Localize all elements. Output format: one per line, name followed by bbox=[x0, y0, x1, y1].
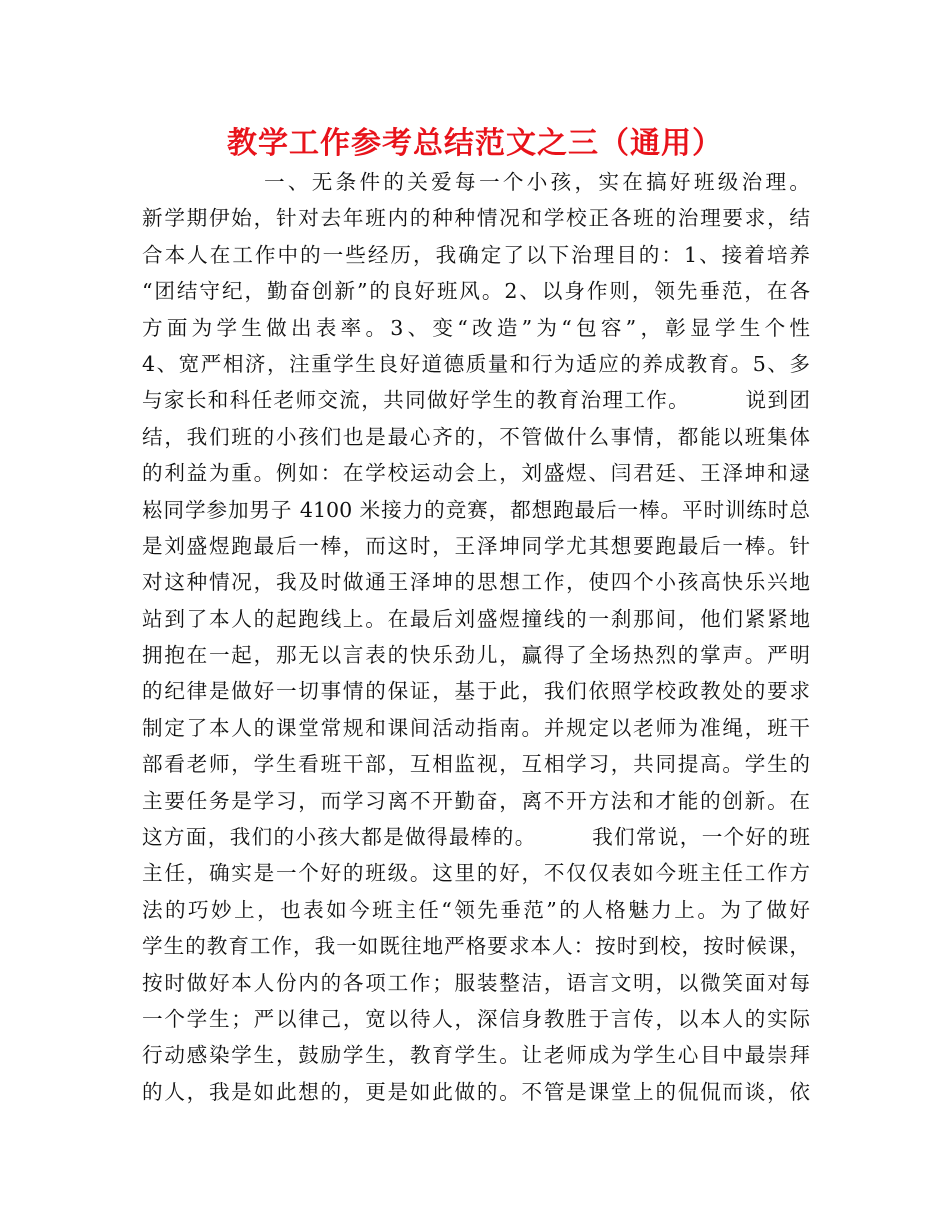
body-line: 部看老师，学生看班干部，互相监视，互相学习，共同提高。学生的 bbox=[142, 752, 810, 777]
body-line: 方面为学生做出表率。3、变“改造”为“包容”，彰显学生个性 bbox=[142, 315, 810, 340]
body-line: 主任，确实是一个好的班级。这里的好，不仅仅表如今班主任工作方 bbox=[142, 861, 810, 886]
body-line: 的纪律是做好一切事情的保证，基于此，我们依照学校政教处的要求 bbox=[142, 679, 810, 704]
body-line: 崧同学参加男子 4100 米接力的竞赛，都想跑最后一棒。平时训练时总 bbox=[142, 497, 810, 522]
body-line: 主要任务是学习，而学习离不开勤奋，离不开方法和才能的创新。在 bbox=[142, 788, 810, 813]
body-line: 按时做好本人份内的各项工作；服装整洁，语言文明，以微笑面对每 bbox=[142, 970, 810, 995]
body-line: 制定了本人的课堂常规和课间活动指南。并规定以老师为准绳，班干 bbox=[142, 715, 810, 740]
body-line: 合本人在工作中的一些经历，我确定了以下治理目的：1、接着培养 bbox=[142, 242, 810, 267]
body-line: 对这种情况，我及时做通王泽坤的思想工作，使四个小孩高快乐兴地 bbox=[142, 570, 810, 595]
body-line: 行动感染学生，鼓励学生，教育学生。让老师成为学生心目中最崇拜 bbox=[142, 1043, 810, 1068]
body-line: 法的巧妙上，也表如今班主任“领先垂范”的人格魅力上。为了做好 bbox=[142, 897, 810, 922]
body-line: 拥抱在一起，那无以言表的快乐劲儿，赢得了全场热烈的掌声。严明 bbox=[142, 643, 810, 668]
body-line: 的利益为重。例如：在学校运动会上，刘盛煜、闫君廷、王泽坤和逯 bbox=[142, 461, 810, 486]
document-title: 教学工作参考总结范文之三（通用） bbox=[227, 126, 723, 161]
body-line: 结，我们班的小孩们也是最心齐的，不管做什么事情，都能以班集体 bbox=[142, 424, 810, 449]
body-line: 一、无条件的关爱每一个小孩，实在搞好班级治理。 bbox=[264, 170, 810, 194]
body-line: 4、宽严相济，注重学生良好道德质量和行为适应的养成教育。5、多 bbox=[142, 351, 810, 376]
body-line: 是刘盛煜跑最后一棒，而这时，王泽坤同学尤其想要跑最后一棒。针 bbox=[142, 533, 810, 558]
body-line: 站到了本人的起跑线上。在最后刘盛煜撞线的一刹那间，他们紧紧地 bbox=[142, 606, 810, 631]
body-line: 一个学生；严以律己，宽以待人，深信身教胜于言传，以本人的实际 bbox=[142, 1006, 810, 1031]
body-line: 这方面，我们的小孩大都是做得最棒的。 我们常说，一个好的班 bbox=[142, 825, 810, 850]
body-line: “团结守纪，勤奋创新”的良好班风。2、以身作则，领先垂范，在各 bbox=[142, 279, 810, 304]
body-line: 学生的教育工作，我一如既往地严格要求本人：按时到校，按时候课， bbox=[142, 934, 810, 959]
document-body bbox=[142, 164, 810, 1110]
body-line: 的人，我是如此想的，更是如此做的。不管是课堂上的侃侃而谈，依 bbox=[142, 1079, 810, 1104]
body-line: 与家长和科任老师交流，共同做好学生的教育治理工作。 说到团 bbox=[142, 388, 810, 413]
body-line: 新学期伊始，针对去年班内的种种情况和学校正各班的治理要求，结 bbox=[142, 206, 810, 231]
